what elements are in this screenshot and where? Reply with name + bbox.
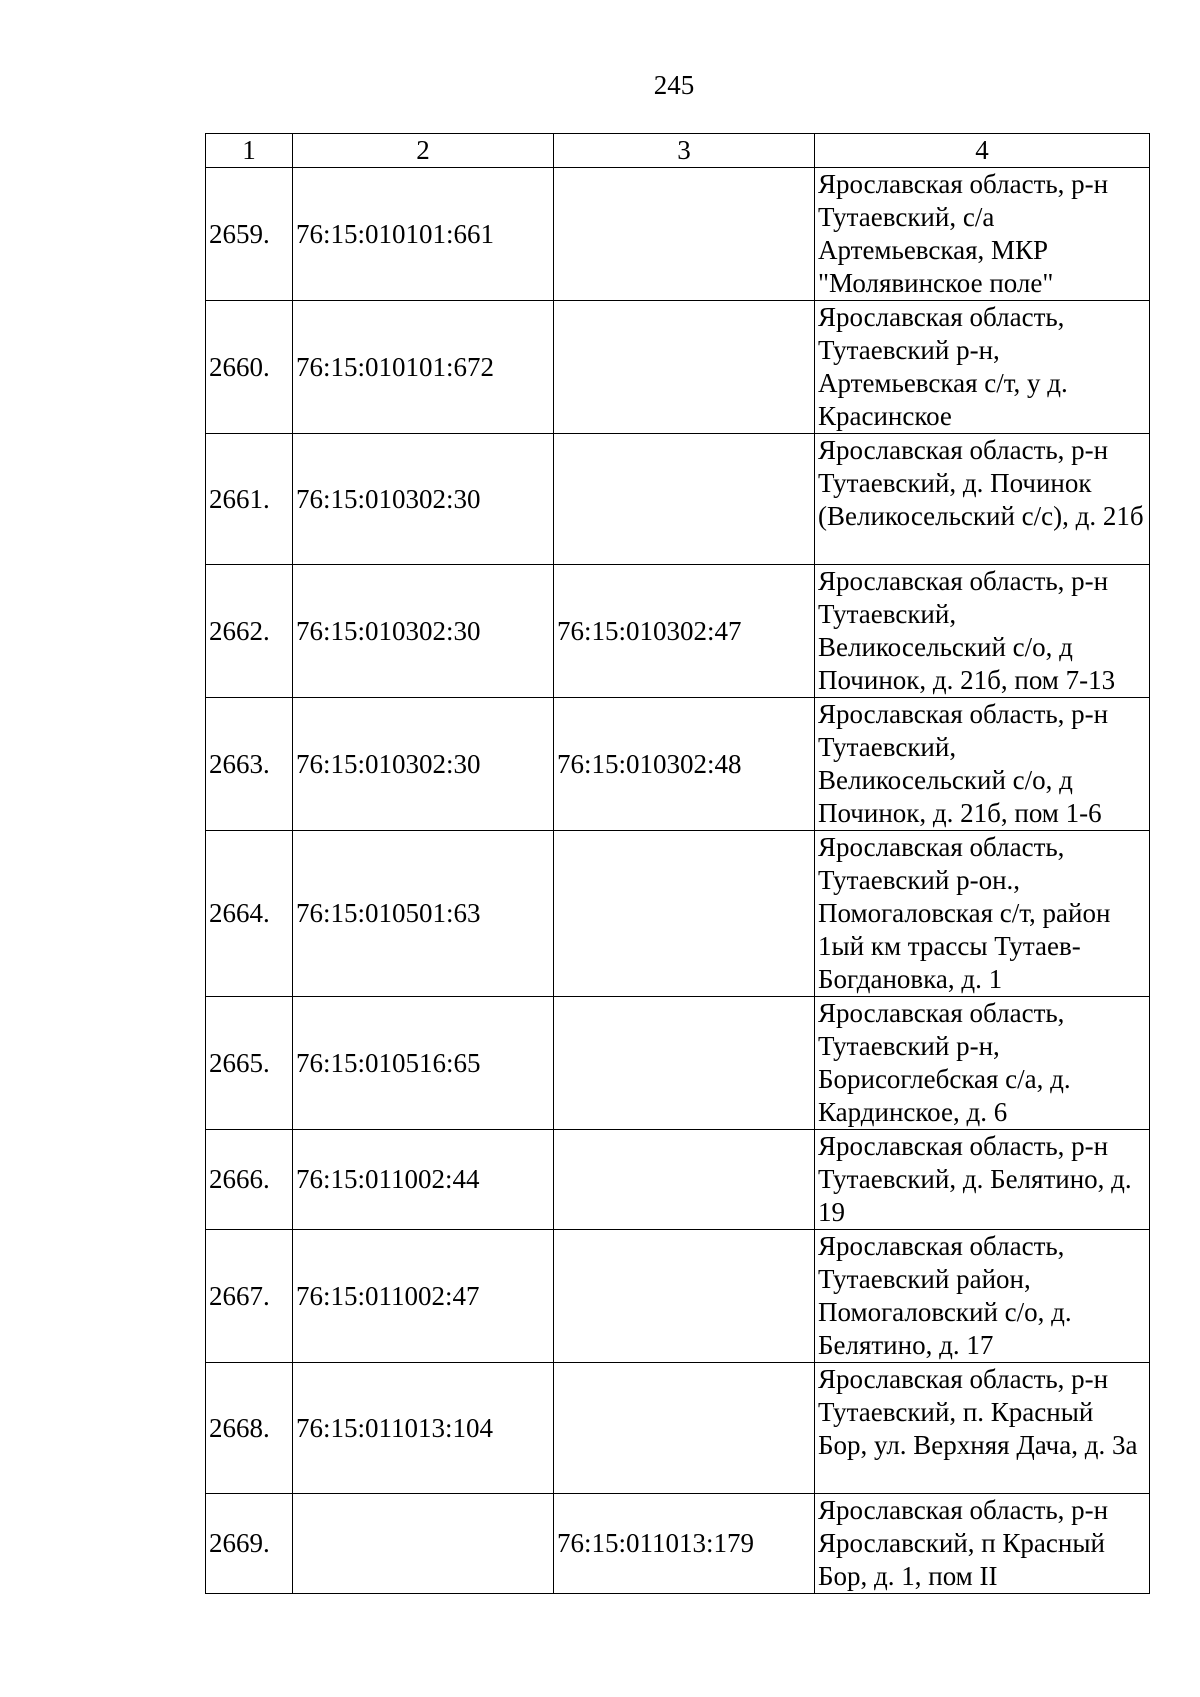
cadastral-object-number <box>554 831 815 997</box>
column-header: 1 <box>206 134 293 168</box>
cadastral-parcel-number: 76:15:010302:30 <box>293 565 554 698</box>
cadastral-parcel-number: 76:15:010101:661 <box>293 168 554 301</box>
cadastral-object-number <box>554 434 815 565</box>
cadastral-object-number <box>554 301 815 434</box>
column-header: 2 <box>293 134 554 168</box>
table-row <box>206 1130 1150 1230</box>
table-row <box>206 434 1150 565</box>
table-row <box>206 565 1150 698</box>
cadastral-parcel-number: 76:15:010302:30 <box>293 698 554 831</box>
table-row <box>206 1363 1150 1494</box>
cadastral-parcel-number: 76:15:011002:47 <box>293 1230 554 1363</box>
cadastral-parcel-number: 76:15:010302:30 <box>293 434 554 565</box>
cadastral-object-number <box>554 997 815 1130</box>
address-cell: Ярославская область, р-н Тутаевский, Великосельский с/о, д Починок, д. 21б, пом 7-13 <box>815 565 1150 698</box>
row-number: 2660. <box>206 301 293 434</box>
column-header: 4 <box>815 134 1150 168</box>
cadastral-parcel-number: 76:15:011002:44 <box>293 1130 554 1230</box>
cadastral-object-number: 76:15:010302:48 <box>554 698 815 831</box>
row-number: 2664. <box>206 831 293 997</box>
cadastral-parcel-number: 76:15:010501:63 <box>293 831 554 997</box>
address-cell: Ярославская область, Тутаевский р-н, Артемьевская с/т, у д. Красинское <box>815 301 1150 434</box>
cadastral-parcel-number: 76:15:010101:672 <box>293 301 554 434</box>
register-table <box>205 133 1150 1594</box>
cadastral-object-number <box>554 1230 815 1363</box>
row-number: 2662. <box>206 565 293 698</box>
address-cell: Ярославская область, р-н Тутаевский, п. Красный Бор, ул. Верхняя Дача, д. 3а <box>815 1363 1150 1494</box>
cadastral-parcel-number: 76:15:010516:65 <box>293 997 554 1130</box>
cadastral-object-number: 76:15:010302:47 <box>554 565 815 698</box>
address-cell: Ярославская область, р-н Ярославский, п Красный Бор, д. 1, пом II <box>815 1494 1150 1594</box>
address-cell: Ярославская область, Тутаевский р-н, Борисоглебская с/а, д. Кардинское, д. 6 <box>815 997 1150 1130</box>
address-cell: Ярославская область, р-н Тутаевский, Великосельский с/о, д Починок, д. 21б, пом 1-6 <box>815 698 1150 831</box>
address-cell: Ярославская область, р-н Тутаевский, д. Белятино, д. 19 <box>815 1130 1150 1230</box>
cadastral-object-number <box>554 1363 815 1494</box>
table-row <box>206 301 1150 434</box>
row-number: 2665. <box>206 997 293 1130</box>
row-number: 2666. <box>206 1130 293 1230</box>
cadastral-object-number <box>554 168 815 301</box>
table-row <box>206 168 1150 301</box>
row-number: 2668. <box>206 1363 293 1494</box>
table-header-row <box>206 134 1150 168</box>
cadastral-parcel-number <box>293 1494 554 1594</box>
row-number: 2663. <box>206 698 293 831</box>
page-number: 245 <box>653 70 695 100</box>
table-row <box>206 1494 1150 1594</box>
address-cell: Ярославская область, р-н Тутаевский, с/а Артемьевская, МКР "Молявинское поле" <box>815 168 1150 301</box>
row-number: 2661. <box>206 434 293 565</box>
table-row <box>206 831 1150 997</box>
table-row <box>206 698 1150 831</box>
column-header: 3 <box>554 134 815 168</box>
cadastral-object-number: 76:15:011013:179 <box>554 1494 815 1594</box>
address-cell: Ярославская область, Тутаевский р-он., Помогаловская с/т, район 1ый км трассы Тутаев-Богдановка, д. 1 <box>815 831 1150 997</box>
cadastral-parcel-number: 76:15:011013:104 <box>293 1363 554 1494</box>
address-cell: Ярославская область, Тутаевский район, Помогаловский с/о, д. Белятино, д. 17 <box>815 1230 1150 1363</box>
row-number: 2669. <box>206 1494 293 1594</box>
row-number: 2667. <box>206 1230 293 1363</box>
table-row <box>206 1230 1150 1363</box>
address-cell: Ярославская область, р-н Тутаевский, д. Починок (Великосельский с/с), д. 21б <box>815 434 1150 565</box>
row-number: 2659. <box>206 168 293 301</box>
table-row <box>206 997 1150 1130</box>
cadastral-object-number <box>554 1130 815 1230</box>
